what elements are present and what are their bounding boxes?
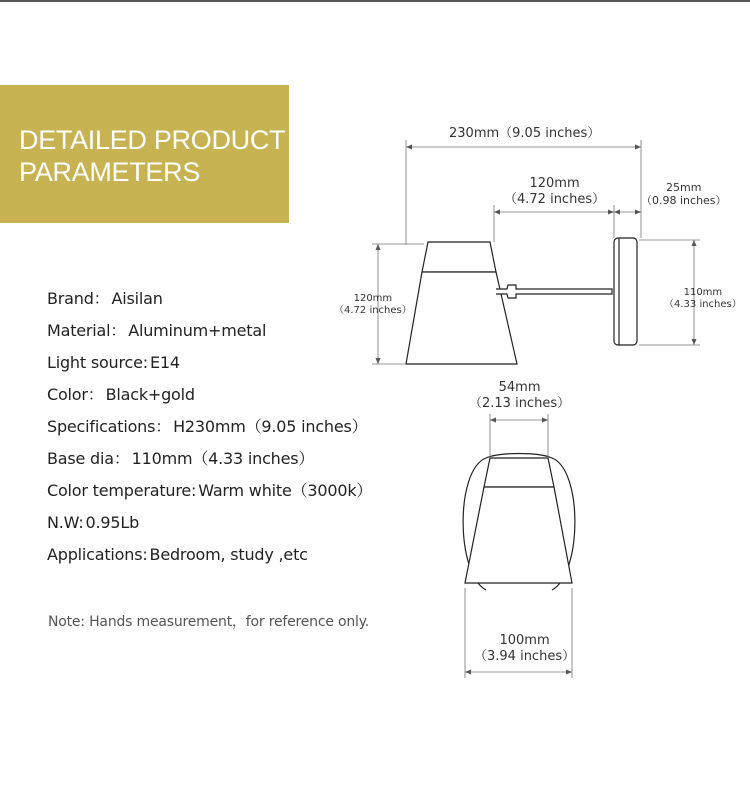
dimension-shade-height: 120mm （4.72 inches） xyxy=(334,293,412,316)
dimension-base-depth: 25mm （0.98 inches） xyxy=(641,181,727,208)
side-view-shade xyxy=(422,242,496,272)
spec-item-brand: Brand： Aisilan xyxy=(47,289,163,308)
spec-item-material: Material： Aluminum+metal xyxy=(47,321,267,340)
spec-item-light-source: Light source: E14 xyxy=(47,353,180,372)
front-view-shade-body xyxy=(465,487,572,583)
dimension-base-diameter: 110mm （4.33 inches） xyxy=(664,287,742,310)
page-title-line-2: PARAMETERS xyxy=(19,157,201,187)
dimension-bottom-diameter: 100mm （3.94 inches） xyxy=(474,633,576,664)
spec-item-color-temperature: Color temperature: Warm white（3000k） xyxy=(47,481,373,500)
spec-item-specifications: Specifications： H230mm（9.05 inches） xyxy=(47,417,368,436)
side-view-shade-body xyxy=(406,272,517,364)
measurement-note: Note: Hands measurement，for reference only. xyxy=(48,614,370,630)
spec-item-net-weight: N.W: 0.95Lb xyxy=(47,513,140,532)
spec-item-applications: Applications: Bedroom, study ,etc xyxy=(47,545,308,564)
page-title-line-1: DETAILED PRODUCT xyxy=(19,125,286,155)
side-view-wall-base xyxy=(614,238,637,345)
side-view-arm xyxy=(496,285,612,298)
dimension-total-width: 230mm（9.05 inches） xyxy=(449,126,601,141)
dimension-top-diameter: 54mm （2.13 inches） xyxy=(469,380,571,411)
dimension-arm-length: 120mm （4.72 inches） xyxy=(504,176,606,207)
spec-item-base-dia: Base dia： 110mm（4.33 inches） xyxy=(47,449,315,468)
spec-item-color: Color： Black+gold xyxy=(47,385,195,404)
front-view-shade-top xyxy=(484,458,554,487)
